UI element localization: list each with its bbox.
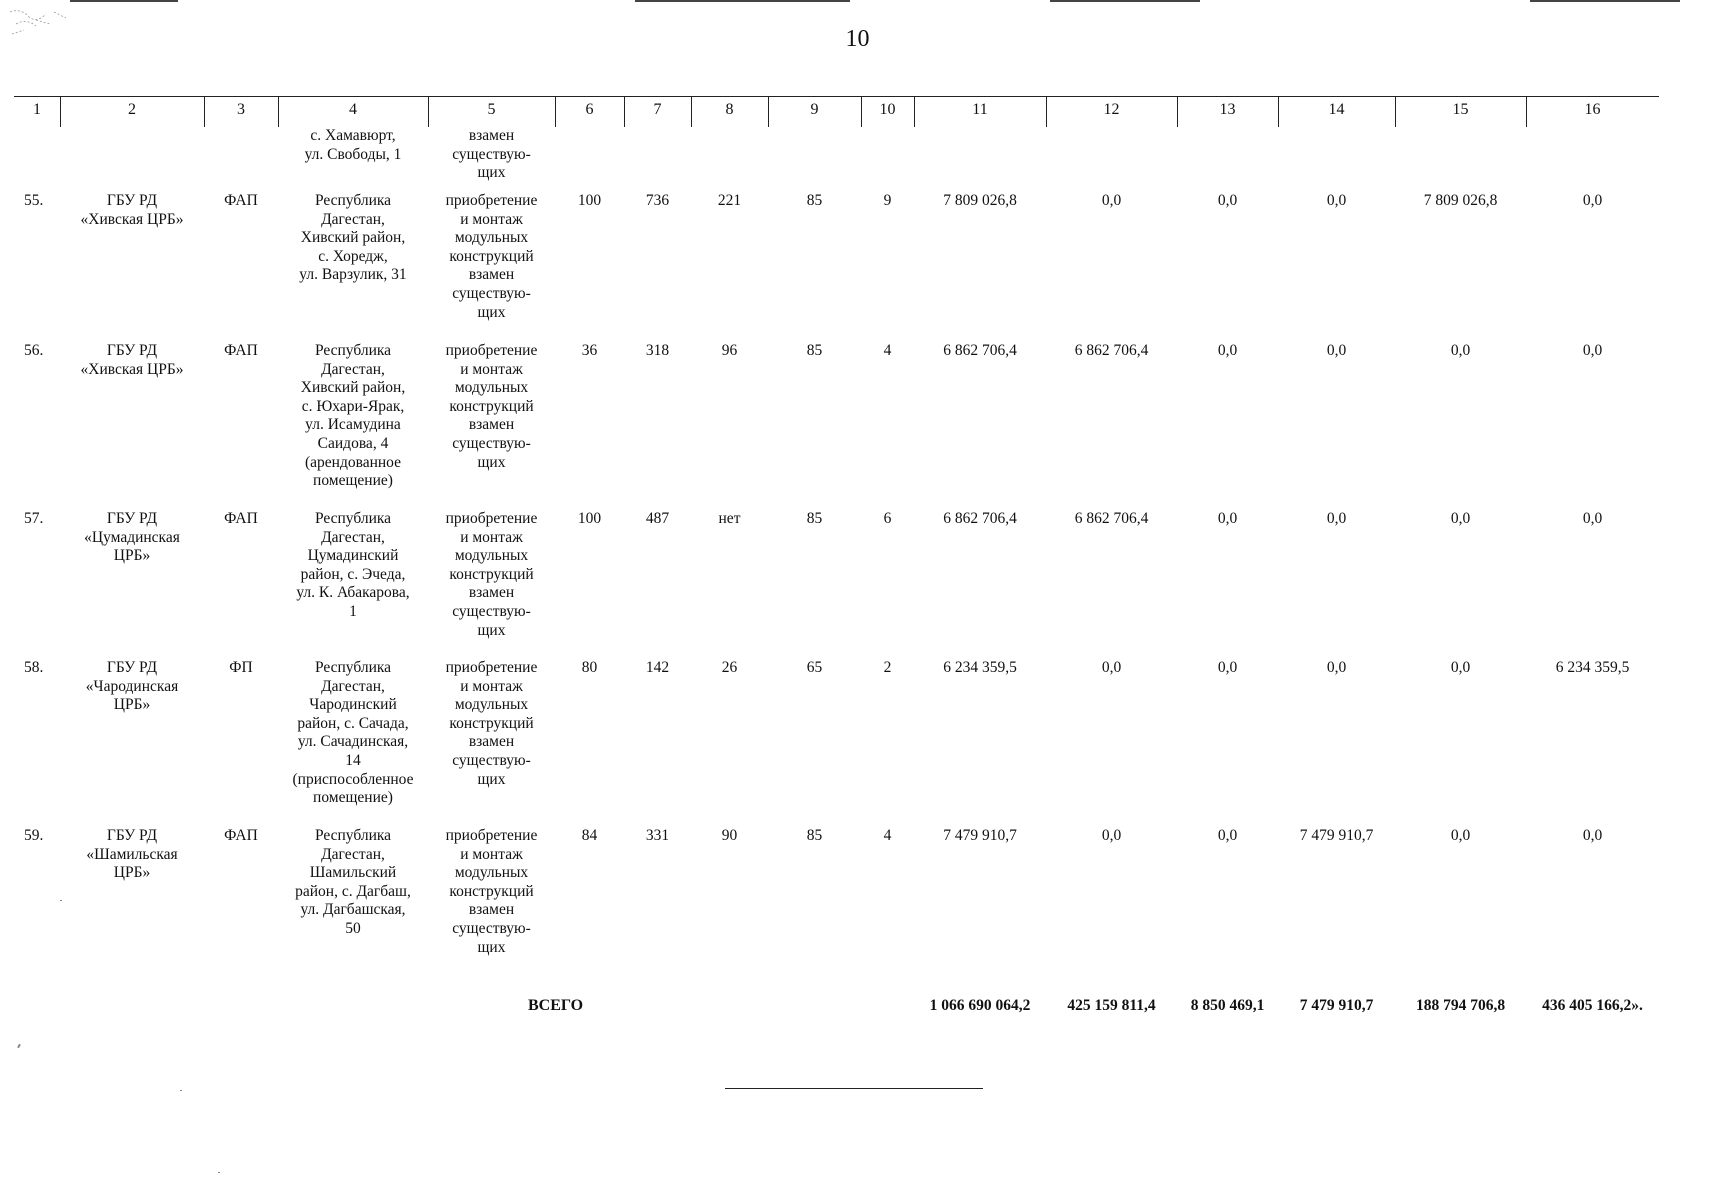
value-cell-col-12: 6 862 706,4	[1074, 342, 1149, 359]
column-divider	[1395, 97, 1396, 127]
address-cell: Республика Дагестан, Цумадинский район, с. Эчеда, ул. К. Абакарова, 1	[296, 510, 410, 620]
value-cell-col-8: 221	[717, 192, 742, 209]
value-cell-col-10: 2	[883, 659, 892, 676]
organization-cell: ГБУ РД «Цумадинская ЦРБ»	[84, 510, 180, 565]
column-divider	[624, 97, 625, 127]
page-number: 10	[845, 26, 870, 52]
value-cell-col-14: 0,0	[1326, 192, 1347, 209]
organization-cell: ГБУ РД «Хивская ЦРБ»	[80, 342, 184, 378]
column-header-5	[428, 97, 555, 127]
table-row	[14, 659, 1659, 827]
value-cell-col-13: 0,0	[1217, 510, 1238, 527]
value-cell-col-6: 100	[577, 510, 602, 527]
address-cell: Республика Дагестан, Чародинский район, с. Сачада, ул. Сачадинская, 14 (приспособленное помещение)	[292, 659, 414, 807]
column-header-label: 12	[1103, 101, 1120, 118]
column-header-label: 1	[33, 101, 41, 118]
value-cell-col-8: 26	[721, 659, 738, 676]
value-cell-col-7: 736	[645, 192, 670, 209]
scan-speck	[180, 1090, 182, 1091]
scan-edge-mark	[1530, 0, 1680, 2]
total-row	[14, 997, 1659, 1037]
value-cell-col-11: 6 862 706,4	[943, 342, 1017, 359]
column-header-label: 15	[1452, 101, 1469, 118]
column-divider	[1278, 97, 1279, 127]
row-number-cell: 58.	[24, 659, 44, 676]
column-header-label: 4	[349, 101, 357, 118]
total-value-col-14: 7 479 910,7	[1299, 997, 1374, 1014]
total-value-col-13: 8 850 469,1	[1190, 997, 1265, 1014]
value-cell-col-11: 7 809 026,8	[943, 192, 1017, 209]
column-divider	[204, 97, 205, 127]
value-cell-col-15: 0,0	[1450, 827, 1471, 844]
row-number-cell: 55.	[24, 192, 44, 209]
value-cell-col-7: 318	[645, 342, 670, 359]
column-header-9	[768, 97, 861, 127]
action-cell: приобретение и монтаж модульных конструкций взамен существую- щих	[445, 659, 538, 788]
column-header-4	[278, 97, 428, 127]
column-divider	[768, 97, 769, 127]
action-cell: приобретение и монтаж модульных конструкций взамен существую- щих	[445, 192, 538, 321]
row-number-cell: 56.	[24, 342, 44, 359]
total-value-col-16: 436 405 166,2».	[1542, 997, 1643, 1014]
column-header-label: 9	[810, 101, 819, 118]
facility-type-cell: ФАП	[224, 827, 258, 844]
row-number-cell: 57.	[24, 510, 44, 527]
organization-cell: ГБУ РД «Чародинская ЦРБ»	[85, 659, 179, 714]
column-header-label: 13	[1219, 101, 1236, 118]
value-cell-col-11: 6 862 706,4	[943, 510, 1017, 527]
action-cell: приобретение и монтаж модульных конструкций взамен существую- щих	[445, 510, 538, 639]
value-cell-col-15: 7 809 026,8	[1423, 192, 1498, 209]
column-header-15	[1395, 97, 1526, 127]
column-header-1	[14, 97, 60, 127]
action-cell: приобретение и монтаж модульных конструкций взамен существую- щих	[445, 827, 538, 956]
value-cell-col-14: 0,0	[1326, 342, 1347, 359]
value-cell-col-12: 0,0	[1101, 827, 1122, 844]
column-header-12	[1046, 97, 1177, 127]
value-cell-col-14: 7 479 910,7	[1299, 827, 1374, 844]
column-divider	[1177, 97, 1178, 127]
column-header-10	[861, 97, 914, 127]
action-cell: приобретение и монтаж модульных конструкций взамен существую- щих	[445, 342, 538, 471]
column-divider	[1046, 97, 1047, 127]
column-divider	[278, 97, 279, 127]
address-cell: Республика Дагестан, Хивский район, с. Хоредж, ул. Варзулик, 31	[299, 192, 407, 284]
value-cell-col-9: 85	[806, 827, 823, 844]
value-cell-col-6: 36	[581, 342, 598, 359]
column-header-11	[914, 97, 1046, 127]
column-header-16	[1526, 97, 1659, 127]
value-cell-col-9: 85	[806, 510, 823, 527]
value-cell-col-16: 0,0	[1582, 342, 1603, 359]
value-cell-col-8: нет	[718, 510, 741, 527]
table-row	[14, 510, 1659, 659]
value-cell-col-10: 6	[883, 510, 892, 527]
total-label: ВСЕГО	[528, 997, 584, 1014]
value-cell-col-16: 0,0	[1582, 192, 1603, 209]
data-table	[14, 97, 1659, 1037]
column-header-2	[60, 97, 204, 127]
column-header-6	[555, 97, 624, 127]
column-header-label: 16	[1584, 101, 1601, 118]
column-divider	[555, 97, 556, 127]
column-divider	[1526, 97, 1527, 127]
column-header-label: 10	[879, 101, 896, 118]
column-divider	[861, 97, 862, 127]
table-row	[14, 342, 1659, 510]
column-header-label: 5	[487, 101, 496, 118]
facility-type-cell: ФАП	[224, 342, 258, 359]
scan-edge-mark	[70, 0, 178, 2]
value-cell-col-7: 331	[645, 827, 670, 844]
value-cell-col-13: 0,0	[1217, 659, 1238, 676]
column-header-label: 11	[972, 101, 988, 118]
column-header-label: 7	[653, 101, 662, 118]
column-header-8	[691, 97, 768, 127]
column-divider	[428, 97, 429, 127]
scan-speck	[17, 1044, 21, 1048]
scan-edge-mark	[1050, 0, 1200, 2]
value-cell-col-8: 90	[721, 827, 738, 844]
action-cell: взамен существую- щих	[452, 127, 531, 182]
value-cell-col-7: 142	[645, 659, 670, 676]
value-cell-col-15: 0,0	[1450, 510, 1471, 527]
table-body	[14, 127, 1659, 1037]
value-cell-col-6: 100	[577, 192, 602, 209]
column-header-label: 3	[237, 101, 245, 118]
column-header-label: 6	[585, 101, 594, 118]
value-cell-col-10: 4	[883, 342, 892, 359]
value-cell-col-12: 0,0	[1101, 192, 1122, 209]
total-value-col-15: 188 794 706,8	[1415, 997, 1506, 1014]
address-cell: Республика Дагестан, Хивский район, с. Юхари-Ярак, ул. Исамудина Саидова, 4 (арендованное помещение)	[300, 342, 406, 490]
value-cell-col-9: 85	[806, 342, 823, 359]
value-cell-col-11: 7 479 910,7	[943, 827, 1017, 844]
value-cell-col-10: 9	[883, 192, 892, 209]
value-cell-col-13: 0,0	[1217, 342, 1238, 359]
column-header-13	[1177, 97, 1278, 127]
organization-cell: ГБУ РД «Шамильская ЦРБ»	[86, 827, 178, 882]
value-cell-col-6: 80	[581, 659, 598, 676]
row-number-cell: 59.	[24, 827, 44, 844]
total-value-col-11: 1 066 690 064,2	[929, 997, 1031, 1014]
value-cell-col-15: 0,0	[1450, 659, 1471, 676]
value-cell-col-14: 0,0	[1326, 510, 1347, 527]
value-cell-col-9: 65	[806, 659, 823, 676]
value-cell-col-16: 0,0	[1582, 827, 1603, 844]
column-header-label: 14	[1328, 101, 1345, 118]
value-cell-col-8: 96	[721, 342, 738, 359]
column-header-3	[204, 97, 278, 127]
scan-speck	[218, 1172, 220, 1173]
facility-type-cell: ФАП	[224, 510, 258, 527]
table-row	[14, 827, 1659, 993]
facility-type-cell: ФАП	[224, 192, 258, 209]
value-cell-col-9: 85	[806, 192, 823, 209]
scan-edge-mark	[635, 0, 850, 2]
column-header-label: 2	[128, 101, 136, 118]
value-cell-col-13: 0,0	[1217, 192, 1238, 209]
continuation-row	[14, 127, 1659, 192]
value-cell-col-12: 0,0	[1101, 659, 1122, 676]
value-cell-col-14: 0,0	[1326, 659, 1347, 676]
end-of-document-rule	[725, 1088, 983, 1089]
value-cell-col-15: 0,0	[1450, 342, 1471, 359]
column-header-14	[1278, 97, 1395, 127]
column-divider	[691, 97, 692, 127]
column-divider	[914, 97, 915, 127]
address-cell: Республика Дагестан, Шамильский район, с. Дагбаш, ул. Дагбашская, 50	[295, 827, 411, 937]
value-cell-col-11: 6 234 359,5	[943, 659, 1017, 676]
table-row	[14, 192, 1659, 342]
address-cell: с. Хамавюрт, ул. Свободы, 1	[304, 127, 402, 163]
facility-type-cell: ФП	[229, 659, 253, 676]
value-cell-col-6: 84	[581, 827, 598, 844]
scan-speck	[60, 900, 62, 901]
column-divider	[60, 97, 61, 127]
total-value-col-12: 425 159 811,4	[1067, 997, 1156, 1014]
value-cell-col-16: 0,0	[1582, 510, 1603, 527]
column-header-label: 8	[725, 101, 734, 118]
value-cell-col-13: 0,0	[1217, 827, 1238, 844]
column-header-7	[624, 97, 691, 127]
value-cell-col-10: 4	[883, 827, 892, 844]
value-cell-col-16: 6 234 359,5	[1555, 659, 1630, 676]
organization-cell: ГБУ РД «Хивская ЦРБ»	[80, 192, 184, 228]
value-cell-col-12: 6 862 706,4	[1074, 510, 1149, 527]
value-cell-col-7: 487	[645, 510, 670, 527]
column-number-header	[14, 97, 1659, 127]
